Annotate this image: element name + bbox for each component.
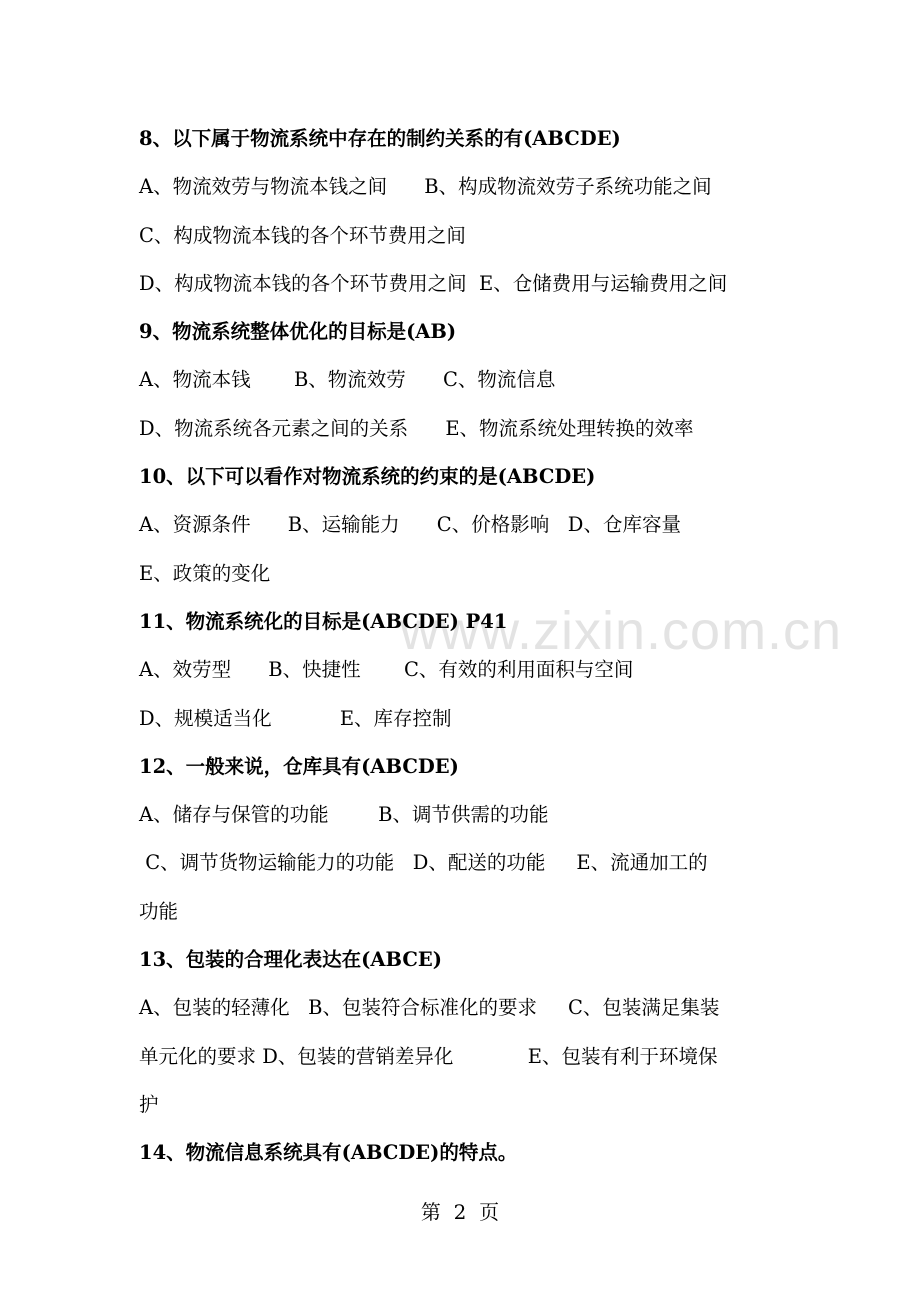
option-line: E、政策的变化 [139,561,271,585]
document-body [139,119,799,1182]
option-line: D、规模适当化 E、库存控制 [139,706,452,730]
question-line: 11、物流系统化的目标是(ABCDE) P41 [139,609,508,633]
option-line: 单元化的要求 D、包装的营销差异化 E、包装有利于环境保 [139,1044,718,1068]
question-line: 14、物流信息系统具有(ABCDE)的特点。 [139,1141,518,1165]
option-line: D、物流系统各元素之间的关系 E、物流系统处理转换的效率 [139,416,694,440]
question-line: 12、一般来说，仓库具有(ABCDE) [139,754,459,778]
option-line: A、包装的轻薄化 B、包装符合标准化的要求 C、包装满足集装 [139,996,720,1020]
question-line: 10、以下可以看作对物流系统的约束的是(ABCDE) [139,465,596,489]
question-line: 8、以下属于物流系统中存在的制约关系的有(ABCDE) [139,127,621,150]
option-line: A、资源条件 B、运输能力 C、价格影响 D、仓库容量 [139,513,681,537]
option-line: C、构成物流本钱的各个环节费用之间 [139,223,466,247]
option-line: A、物流效劳与物流本钱之间 B、构成物流效劳子系统功能之间 [139,175,712,199]
option-line: D、构成物流本钱的各个环节费用之间 E、仓储费用与运输费用之间 [139,271,728,295]
option-line: 功能 [139,899,179,923]
question-line: 9、物流系统整体优化的目标是(AB) [139,320,457,344]
option-line: A、储存与保管的功能 B、调节供需的功能 [139,803,549,827]
watermark: www.zixin.com.cn [400,601,843,661]
page-footer: 第 2 页 [420,1200,500,1224]
option-line: A、效劳型 B、快捷性 C、有效的利用面积与空间 [139,658,634,682]
option-line: 护 [139,1092,159,1116]
option-line: A、物流本钱 B、物流效劳 C、物流信息 [139,368,556,392]
option-line: C、调节货物运输能力的功能 D、配送的功能 E、流通加工的 [139,851,708,875]
question-line: 13、包装的合理化表达在(ABCE) [139,948,442,972]
